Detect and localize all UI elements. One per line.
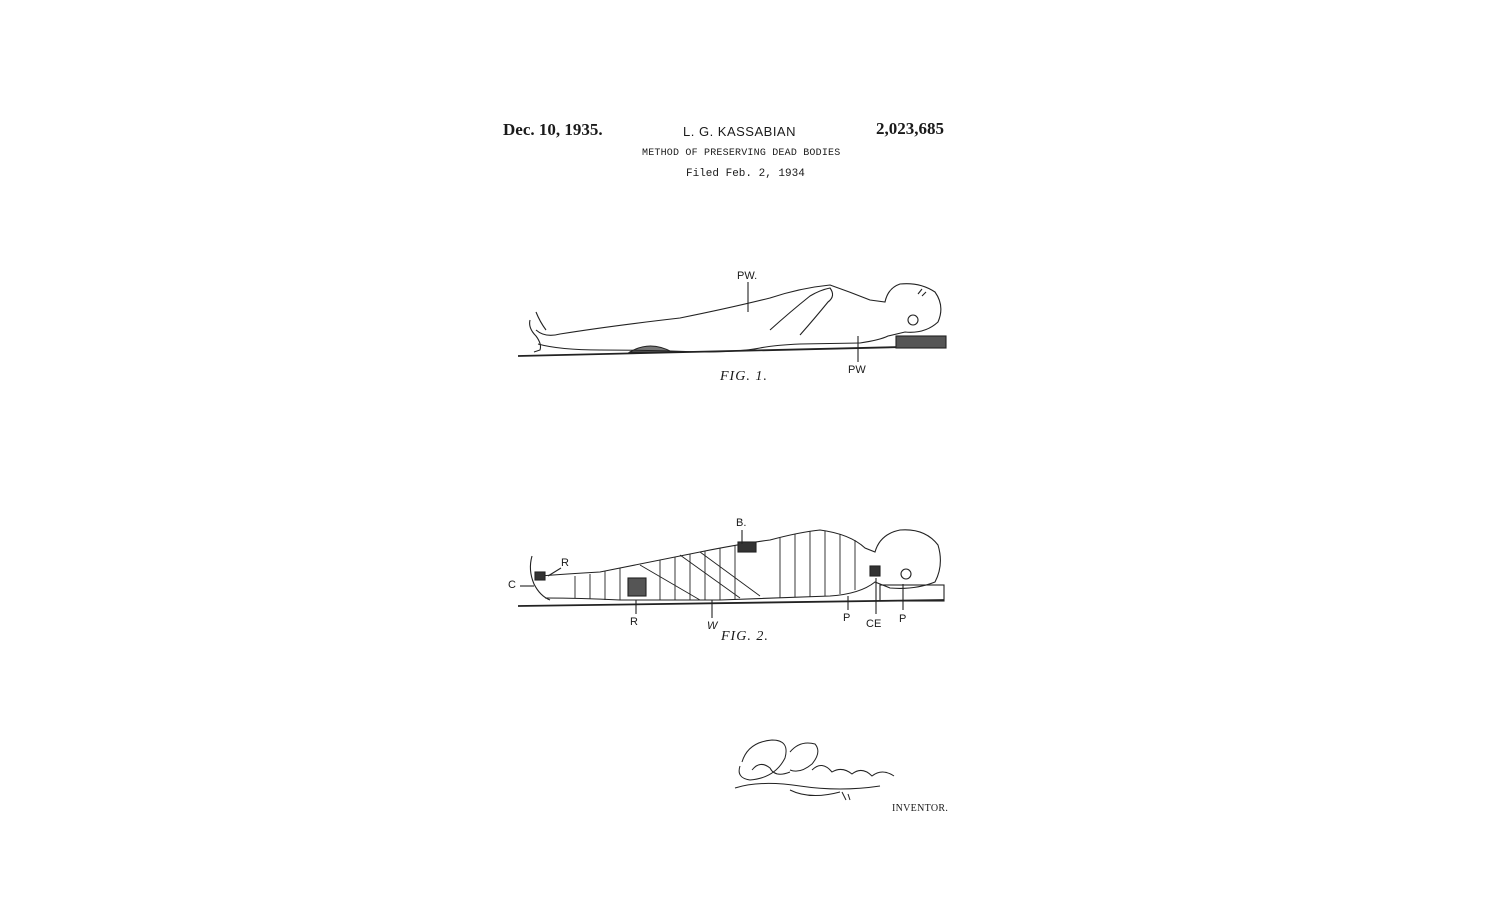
figure-1-illustration — [518, 284, 946, 356]
label-c: C — [508, 579, 516, 591]
label-p-left: P — [843, 612, 851, 624]
patent-number: 2,023,685 — [876, 119, 944, 138]
filed-date: Filed Feb. 2, 1934 — [686, 168, 805, 180]
figure-1-caption: FIG. 1. — [720, 369, 768, 384]
label-ce: CE — [866, 618, 882, 630]
inventor-signature — [735, 740, 894, 800]
label-w: W — [707, 620, 718, 632]
figure-2-illustration — [518, 282, 944, 618]
label-p-right: P — [899, 613, 907, 625]
label-r-top: R — [561, 557, 569, 569]
fig2-ankle-strap — [535, 572, 545, 580]
fig2-band-b — [738, 542, 756, 552]
fig2-knee-pad — [628, 578, 646, 596]
fig1-head-block — [896, 336, 946, 348]
label-pw-bottom: PW — [848, 364, 866, 376]
inventor-name: L. G. KASSABIAN — [683, 124, 796, 139]
patent-date: Dec. 10, 1935. — [503, 120, 603, 139]
figure-2-caption: FIG. 2. — [721, 629, 769, 644]
fig2-bandage-wraps — [575, 531, 855, 600]
fig2-neck-collar — [870, 566, 880, 576]
inventor-role: INVENTOR. — [892, 803, 949, 814]
label-r-bottom: R — [630, 616, 638, 628]
label-b: B. — [736, 517, 747, 529]
patent-title: METHOD OF PRESERVING DEAD BODIES — [642, 148, 841, 159]
label-pw-top: PW. — [737, 270, 758, 282]
